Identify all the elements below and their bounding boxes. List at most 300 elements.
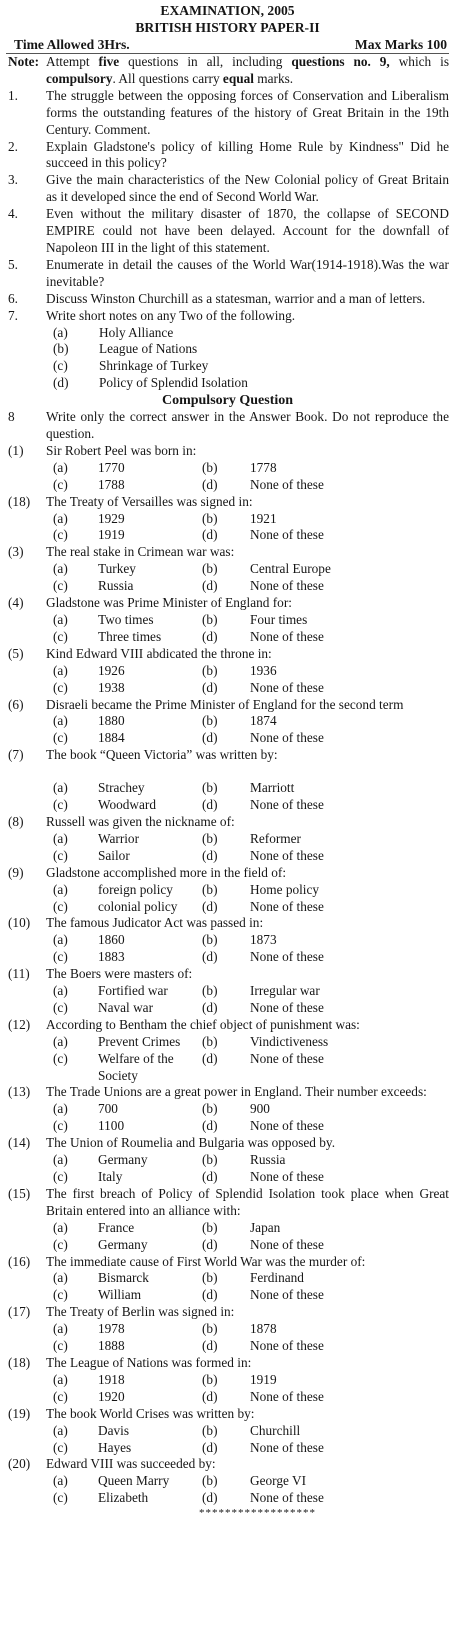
option-label: (c) <box>53 1338 68 1354</box>
option-label: (d) <box>202 898 218 914</box>
option-label: (b) <box>202 1033 218 1049</box>
option-label: (b) <box>202 1473 218 1489</box>
mcq-question <box>6 1304 449 1321</box>
option-d: None of these <box>250 1236 324 1252</box>
option-label: (a) <box>53 983 68 999</box>
mcq-question <box>6 494 449 511</box>
mcq-options-row <box>6 1237 449 1254</box>
option-label: (a) <box>53 1371 68 1387</box>
option-label: (c) <box>53 1490 68 1506</box>
option-a: 1929 <box>98 510 125 526</box>
mcq-options-row <box>6 511 449 528</box>
option-d: None of these <box>250 949 324 965</box>
option-d: None of these <box>250 1287 324 1303</box>
mcq <box>6 443 449 494</box>
option-label: (c) <box>53 1388 68 1404</box>
option-label: (d) <box>202 578 218 594</box>
compulsory-title: Compulsory Question <box>161 393 294 409</box>
mcq-options-row <box>6 882 449 899</box>
option-label: (b) <box>202 662 218 678</box>
q7-item <box>6 341 449 358</box>
option-a: 1880 <box>98 713 125 729</box>
option-b: 1878 <box>250 1321 277 1337</box>
question-number: (9) <box>8 864 24 880</box>
question-text: Edward VIII was succeeded by: <box>46 1456 216 1472</box>
option-a: 1860 <box>98 932 125 948</box>
option-label: (c) <box>53 1236 68 1252</box>
option-d: None of these <box>250 1118 324 1134</box>
note <box>6 54 449 88</box>
option-label: (b) <box>202 510 218 526</box>
mcq <box>6 1456 449 1507</box>
option-c: Russia <box>98 578 134 594</box>
option-label: (c) <box>53 679 68 695</box>
option-a: 1978 <box>98 1321 125 1337</box>
mcq-question <box>6 1084 449 1101</box>
mcq-options-row <box>6 1169 449 1186</box>
question-text: Even without the military disaster of 1870, the collapse of SECOND EMPIRE could not have been delayed. Account for the downfall of Napoleon III in the light of this statement. <box>46 206 449 255</box>
option-c: 1938 <box>98 679 125 695</box>
exam-title: EXAMINATION, 2005 <box>160 3 295 18</box>
mcq-question <box>6 544 449 561</box>
option-label: (d) <box>202 949 218 965</box>
option-label: (b) <box>202 932 218 948</box>
mcq-question <box>6 1186 449 1220</box>
option-a: Davis <box>98 1422 130 1438</box>
question-number: 3. <box>8 172 18 188</box>
option-d: None of these <box>250 578 324 594</box>
mcq-options-row <box>6 1321 449 1338</box>
option-d: None of these <box>250 527 324 543</box>
question-number: (13) <box>8 1084 31 1100</box>
option-b: 1921 <box>250 510 277 526</box>
q7-item <box>6 358 449 375</box>
mcq-options-row <box>6 1101 449 1118</box>
option-c: Three times <box>98 628 162 644</box>
option-a: Fortified war <box>98 983 168 999</box>
option-label: (b) <box>202 1270 218 1286</box>
option-label: (c) <box>53 1439 68 1455</box>
option-d: None of these <box>250 797 324 813</box>
mcq-options-row <box>6 949 449 966</box>
question-number: (5) <box>8 645 24 661</box>
option-label: (d) <box>202 999 218 1015</box>
option-label: (a) <box>53 1033 68 1049</box>
question-number: (18) <box>8 493 31 509</box>
mcq-question <box>6 915 449 932</box>
option-d: None of these <box>250 476 324 492</box>
question-number: (11) <box>8 966 30 982</box>
mcq-options-row <box>6 1389 449 1406</box>
option-b: Russia <box>250 1152 286 1168</box>
question-number: 6. <box>8 290 18 306</box>
question-number: (15) <box>8 1185 31 1201</box>
option-c: Elizabeth <box>98 1490 149 1506</box>
option-a: Strachey <box>98 780 145 796</box>
question-number: 8 <box>8 409 15 425</box>
option-label: (a) <box>53 1101 68 1117</box>
option-b: 1936 <box>250 662 277 678</box>
option-a: 1918 <box>98 1371 125 1387</box>
question-number: 5. <box>8 256 18 272</box>
option-label: (b) <box>202 1321 218 1337</box>
option-label: (d) <box>202 847 218 863</box>
mcq-question <box>6 1355 449 1372</box>
mcq-options-row <box>6 1152 449 1169</box>
note-text-5: marks. <box>253 70 294 86</box>
item-text: Shrinkage of Turkey <box>99 358 209 374</box>
option-label: (b) <box>202 1422 218 1438</box>
mcq <box>6 966 449 1017</box>
option-label: (d) <box>202 1118 218 1134</box>
mcq-options-row <box>6 983 449 1000</box>
option-b: Churchill <box>250 1422 301 1438</box>
option-label: (b) <box>202 881 218 897</box>
option-label: (c) <box>53 1287 68 1303</box>
option-d: None of these <box>250 898 324 914</box>
question-number: (20) <box>8 1456 31 1472</box>
question-number: (6) <box>8 696 24 712</box>
option-label: (c) <box>53 1169 68 1184</box>
mcq-question <box>6 1406 449 1423</box>
option-c: Italy <box>98 1169 123 1184</box>
question-text: Explain Gladstone's policy of killing Home Rule by Kindness" Did he succeed in this policy? <box>46 138 449 171</box>
note-bold-2: questions no. 9, <box>291 54 390 69</box>
note-text <box>46 54 449 88</box>
note-text-4: . All questions carry <box>112 70 223 86</box>
option-c: William <box>98 1287 142 1303</box>
question-text: Disraeli became the Prime Minister of England for the second term <box>46 696 404 712</box>
question-number: (19) <box>8 1405 31 1421</box>
mcq <box>6 1406 449 1457</box>
option-label: (d) <box>202 1490 218 1506</box>
mcq <box>6 1355 449 1406</box>
mcq-options-row <box>6 561 449 578</box>
option-c: 1884 <box>98 730 125 746</box>
option-d: None of these <box>250 1388 324 1404</box>
item-label: (c) <box>53 358 68 374</box>
mcq-question <box>6 1254 449 1271</box>
option-b: Japan <box>250 1219 281 1235</box>
item-label: (b) <box>53 341 69 357</box>
question-number: 7. <box>8 307 18 323</box>
mcq-options-row <box>6 578 449 595</box>
mcq-options-row <box>6 629 449 646</box>
item-text: Policy of Splendid Isolation <box>99 375 248 391</box>
option-label: (a) <box>53 780 68 796</box>
mcq-options-row <box>6 680 449 697</box>
question-text: Gladstone was Prime Minister of England for: <box>46 595 292 611</box>
option-label: (a) <box>53 612 68 627</box>
option-label: (d) <box>202 679 218 695</box>
option-label: (b) <box>202 830 218 846</box>
option-label: (d) <box>202 1439 218 1455</box>
note-bold-3: compulsory <box>46 70 113 86</box>
note-bold-1: five <box>98 54 120 69</box>
option-b: 1778 <box>250 459 277 475</box>
mcq-question <box>6 865 449 882</box>
option-a: Bismarck <box>98 1270 149 1286</box>
question <box>6 291 449 308</box>
option-label: (c) <box>53 949 68 965</box>
option-label: (d) <box>202 1169 218 1184</box>
option-label: (c) <box>53 1118 68 1134</box>
item-text: Holy Alliance <box>99 324 174 340</box>
option-c: colonial policy <box>98 898 178 914</box>
q7-item <box>6 325 449 342</box>
mcq-options-row <box>6 1338 449 1355</box>
max-marks: Max Marks 100 <box>354 37 447 52</box>
question <box>6 308 449 325</box>
option-d: None of these <box>250 730 324 746</box>
mcq-options-row <box>6 477 449 494</box>
question-text: The Union of Roumelia and Bulgaria was opposed by. <box>46 1135 336 1151</box>
question-text: The Treaty of Versailles was signed in: <box>46 493 253 509</box>
question-number: (7) <box>8 747 24 763</box>
note-label: Note: <box>8 54 40 69</box>
option-b: Central Europe <box>250 561 331 577</box>
option-b: Marriott <box>250 780 295 796</box>
option-label: (a) <box>53 1152 68 1168</box>
mcq-question <box>6 1017 449 1034</box>
question-number: (8) <box>8 813 24 829</box>
option-label: (b) <box>202 780 218 796</box>
question-text: Sir Robert Peel was born in: <box>46 442 197 458</box>
option-label: (a) <box>53 713 68 729</box>
option-c: Naval war <box>98 999 154 1015</box>
option-d: None of these <box>250 679 324 695</box>
option-b: 1873 <box>250 932 277 948</box>
question-text: The real stake in Crimean war was: <box>46 544 235 560</box>
option-label: (d) <box>202 476 218 492</box>
option-label: (c) <box>53 898 68 914</box>
option-label: (a) <box>53 1422 68 1438</box>
option-label: (b) <box>202 713 218 729</box>
mcq <box>6 865 449 916</box>
question-number: (4) <box>8 595 24 611</box>
option-b: 1874 <box>250 713 277 729</box>
question-number: 4. <box>8 206 18 222</box>
question-text: Gladstone accomplished more in the field of: <box>46 864 287 880</box>
option-label: (a) <box>53 830 68 846</box>
time-allowed: Time Allowed 3Hrs. <box>14 37 130 52</box>
option-c: Woodward <box>98 797 157 813</box>
option-d: None of these <box>250 1338 324 1354</box>
option-a: France <box>98 1219 135 1235</box>
mcq-question <box>6 747 449 764</box>
option-c: 1100 <box>98 1118 125 1134</box>
option-label: (c) <box>53 999 68 1015</box>
option-a: Germany <box>98 1152 148 1168</box>
mcq-options-row <box>6 713 449 730</box>
mcq-question <box>6 1135 449 1152</box>
question-number: (14) <box>8 1135 31 1151</box>
option-label: (d) <box>202 1050 218 1066</box>
option-c: 1920 <box>98 1388 125 1404</box>
mcq-question <box>6 697 449 714</box>
question-text: According to Bentham the chief object of punishment was: <box>46 1016 360 1032</box>
paper-title: BRITISH HISTORY PAPER-II <box>135 20 320 35</box>
question-text: Russell was given the nickname of: <box>46 813 235 829</box>
mcq-options-row <box>6 1118 449 1135</box>
note-text-3: which is <box>389 54 450 69</box>
mcq <box>6 1135 449 1186</box>
mcq-list <box>6 443 449 1507</box>
option-label: (b) <box>202 1371 218 1387</box>
option-d: None of these <box>250 1050 324 1066</box>
option-b: Home policy <box>250 881 320 897</box>
item-text: League of Nations <box>99 341 198 357</box>
question-number: (18) <box>8 1354 31 1370</box>
option-label: (a) <box>53 1473 68 1489</box>
option-label: (a) <box>53 881 68 897</box>
mcq <box>6 1186 449 1254</box>
option-label: (d) <box>202 1338 218 1354</box>
option-label: (c) <box>53 527 68 543</box>
option-d: None of these <box>250 1439 324 1455</box>
option-a: 1926 <box>98 662 125 678</box>
exam-meta <box>6 36 449 54</box>
mcq-options-row <box>6 1000 449 1017</box>
option-d: None of these <box>250 628 324 644</box>
mcq <box>6 646 449 697</box>
option-label: (b) <box>202 561 218 577</box>
question <box>6 139 449 173</box>
question-number: (12) <box>8 1016 31 1032</box>
mcq-options-row <box>6 1440 449 1457</box>
option-d: None of these <box>250 1169 324 1184</box>
option-label: (d) <box>202 628 218 644</box>
option-label: (d) <box>202 1287 218 1303</box>
option-label: (b) <box>202 983 218 999</box>
option-b: Vindictiveness <box>250 1033 329 1049</box>
question-number: 1. <box>8 87 18 103</box>
mcq-question <box>6 646 449 663</box>
option-label: (a) <box>53 932 68 948</box>
mcq-options-row <box>6 1372 449 1389</box>
option-label: (c) <box>53 847 68 863</box>
end-stars: ****************** <box>199 1507 316 1520</box>
option-label: (a) <box>53 662 68 678</box>
question-text: Give the main characteristics of the New Colonial policy of Great Britain as it developed since the end of Second World War. <box>46 172 449 205</box>
option-label: (d) <box>202 730 218 746</box>
option-c: Sailor <box>98 847 130 863</box>
mcq-options-row <box>6 1051 449 1085</box>
option-c: Germany <box>98 1236 148 1252</box>
note-text-1: Attempt <box>46 54 99 69</box>
option-b: George VI <box>250 1473 307 1489</box>
option-label: (b) <box>202 612 218 627</box>
option-a: Queen Marry <box>98 1473 170 1489</box>
mcq-question <box>6 966 449 983</box>
option-label: (c) <box>53 730 68 746</box>
mcq-options-row <box>6 1287 449 1304</box>
option-label: (a) <box>53 510 68 526</box>
option-label: (c) <box>53 578 68 594</box>
option-d: None of these <box>250 847 324 863</box>
question-number: (10) <box>8 915 31 931</box>
mcq-options-row <box>6 460 449 477</box>
mcq-options-row <box>6 1490 449 1507</box>
option-label: (c) <box>53 1050 68 1066</box>
mcq-options-row <box>6 831 449 848</box>
option-c: 1788 <box>98 476 125 492</box>
option-b: Irregular war <box>250 983 320 999</box>
note-bold-4: equal <box>222 70 254 86</box>
mcq-options-row <box>6 932 449 949</box>
mcq-options-row <box>6 730 449 747</box>
question-text: The first breach of Policy of Splendid Isolation took place when Great Britain entered into an alliance with: <box>46 1185 449 1218</box>
note-text-2: questions in all, including <box>119 54 292 69</box>
question-text: The book World Crises was written by: <box>46 1405 255 1421</box>
mcq-options-row <box>6 663 449 680</box>
mcq-options-row <box>6 527 449 544</box>
mcq-question <box>6 1456 449 1473</box>
option-label: (d) <box>202 797 218 813</box>
compulsory-question <box>6 409 449 443</box>
mcq <box>6 544 449 595</box>
option-a: Two times <box>98 612 154 627</box>
option-label: (a) <box>53 459 68 475</box>
q7-item <box>6 375 449 392</box>
option-label: (d) <box>202 527 218 543</box>
mcq-options-row <box>6 1220 449 1237</box>
option-a: 700 <box>98 1101 118 1117</box>
option-b: Four times <box>250 612 308 627</box>
question <box>6 206 449 257</box>
option-b: Ferdinand <box>250 1270 304 1286</box>
mcq <box>6 814 449 865</box>
question-number: (1) <box>8 442 24 458</box>
option-c: 1883 <box>98 949 125 965</box>
item-label: (d) <box>53 375 69 391</box>
question <box>6 172 449 206</box>
option-b: 900 <box>250 1101 270 1117</box>
option-label: (d) <box>202 1236 218 1252</box>
option-label: (a) <box>53 1270 68 1286</box>
option-d: None of these <box>250 999 324 1015</box>
option-b: 1919 <box>250 1371 277 1387</box>
mcq-options-row <box>6 1034 449 1051</box>
question-number: (16) <box>8 1253 31 1269</box>
option-label: (a) <box>53 1321 68 1337</box>
question-text: Kind Edward VIII abdicated the throne in: <box>46 645 272 661</box>
mcq <box>6 1304 449 1355</box>
option-a: 1770 <box>98 459 125 475</box>
mcq-question <box>6 443 449 460</box>
option-c: Hayes <box>98 1439 132 1455</box>
option-label: (b) <box>202 1101 218 1117</box>
mcq-options-row <box>6 797 449 814</box>
blank-space <box>6 764 449 780</box>
option-label: (d) <box>202 1388 218 1404</box>
option-label: (c) <box>53 628 68 644</box>
question-text: Discuss Winston Churchill as a statesman, warrior and a man of letters. <box>46 290 426 306</box>
question-number: 2. <box>8 138 18 154</box>
mcq <box>6 1254 449 1305</box>
option-label: (a) <box>53 561 68 577</box>
mcq <box>6 697 449 748</box>
option-c: 1888 <box>98 1338 125 1354</box>
question-list <box>6 88 449 325</box>
option-d: None of these <box>250 1490 324 1506</box>
option-label: (a) <box>53 1219 68 1235</box>
item-label: (a) <box>53 324 68 340</box>
mcq-question <box>6 814 449 831</box>
mcq <box>6 595 449 646</box>
question-text: The Boers were masters of: <box>46 966 193 982</box>
question-text: Enumerate in detail the causes of the World War(1914-1918).Was the war inevitable? <box>46 256 449 289</box>
